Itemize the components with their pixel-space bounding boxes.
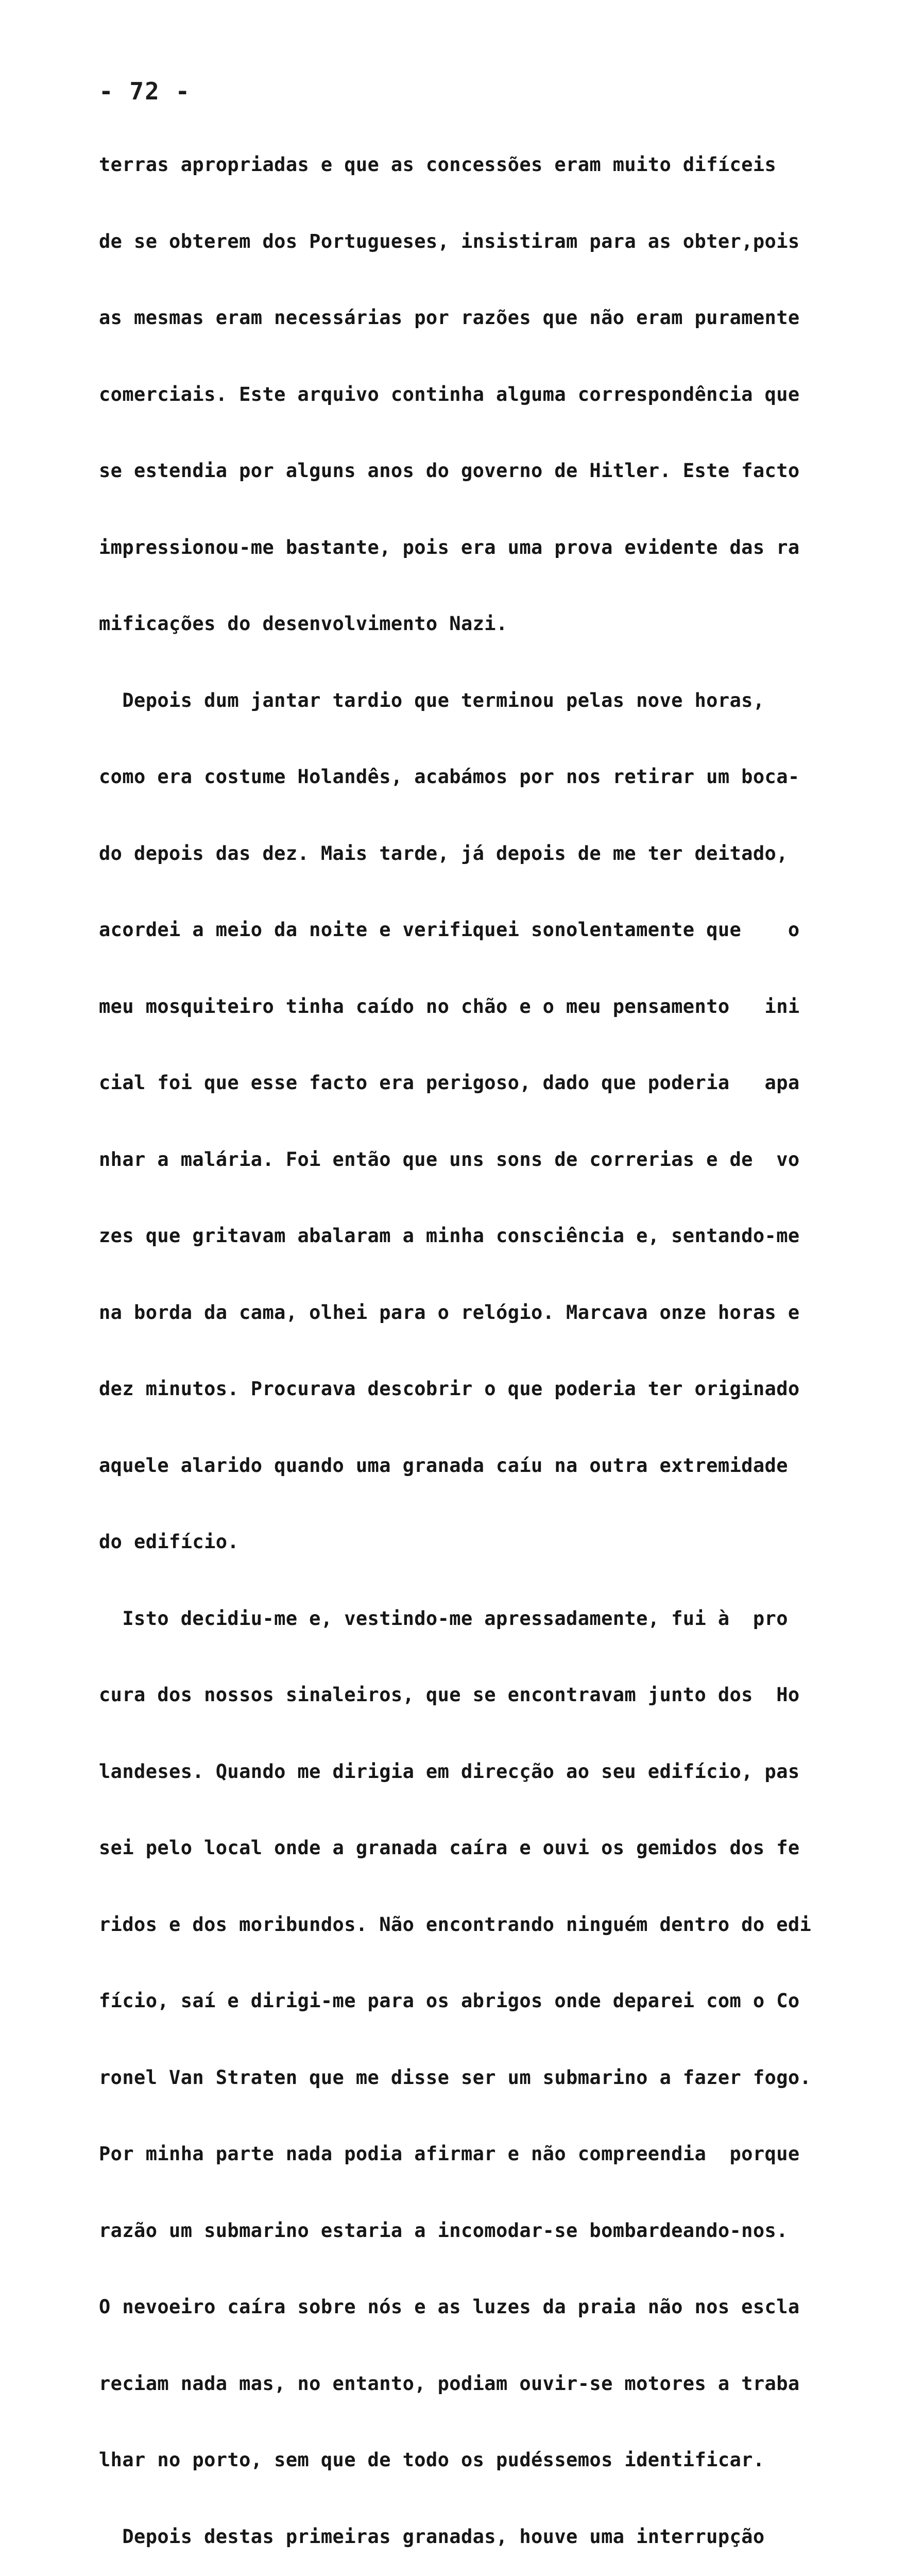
text-line: Depois dum jantar tardio que terminou pelas nove horas,: [99, 689, 765, 711]
text-line: Isto decidiu-me e, vestindo-me apressadamente, fui à pro: [99, 1607, 788, 1630]
text-line: do edifício.: [99, 1531, 240, 1553]
text-line: mificações do desenvolvimento Nazi.: [99, 613, 508, 635]
text-line: O nevoeiro caíra sobre nós e as luzes da praia não nos escla: [99, 2296, 800, 2318]
text-line: Depois destas primeiras granadas, houve uma interrupção: [99, 2525, 765, 2548]
text-line: comerciais. Este arquivo continha alguma correspondência que: [99, 383, 800, 405]
text-line: razão um submarino estaria a incomodar-se bombardeando-nos.: [99, 2219, 788, 2242]
text-line: na borda da cama, olhei para o relógio. Marcava onze horas e: [99, 1301, 800, 1324]
text-line: meu mosquiteiro tinha caído no chão e o meu pensamento ini: [99, 995, 800, 1018]
text-line: cura dos nossos sinaleiros, que se encontravam junto dos Ho: [99, 1684, 800, 1706]
text-line: fício, saí e dirigi-me para os abrigos onde deparei com o Co: [99, 1990, 800, 2012]
text-line: impressionou-me bastante, pois era uma prova evidente das ra: [99, 536, 800, 558]
text-line: lhar no porto, sem que de todo os pudéssemos identificar.: [99, 2449, 765, 2471]
text-line: Por minha parte nada podia afirmar e não compreendia porque: [99, 2143, 800, 2165]
text-line: as mesmas eram necessárias por razões que não eram puramente: [99, 307, 800, 329]
text-line: cial foi que esse facto era perigoso, dado que poderia apa: [99, 1072, 800, 1094]
body-text: [99, 101, 892, 2576]
text-line: sei pelo local onde a granada caíra e ouvi os gemidos dos fe: [99, 1837, 800, 1859]
text-line: aquele alarido quando uma granada caíu na outra extremidade: [99, 1454, 788, 1477]
text-line: terras apropriadas e que as concessões eram muito difíceis: [99, 154, 777, 176]
page-number: - 72 -: [99, 77, 191, 105]
text-line: zes que gritavam abalaram a minha consciência e, sentando-me: [99, 1225, 800, 1247]
text-line: reciam nada mas, no entanto, podiam ouvir-se motores a traba: [99, 2372, 800, 2395]
text-line: de se obterem dos Portugueses, insistiram para as obter,pois: [99, 230, 800, 252]
text-line: se estendia por alguns anos do governo de Hitler. Este facto: [99, 460, 800, 482]
text-line: nhar a malária. Foi então que uns sons de correrias e de vo: [99, 1148, 800, 1171]
text-line: dez minutos. Procurava descobrir o que poderia ter originado: [99, 1378, 800, 1400]
text-line: como era costume Holandês, acabámos por nos retirar um boca-: [99, 766, 800, 788]
text-line: ronel Van Straten que me disse ser um submarino a fazer fogo.: [99, 2066, 812, 2089]
text-line: do depois das dez. Mais tarde, já depois de me ter deitado,: [99, 842, 788, 865]
text-line: acordei a meio da noite e verifiquei sonolentamente que o: [99, 919, 800, 941]
text-line: ridos e dos moribundos. Não encontrando ninguém dentro do edi: [99, 1913, 812, 1936]
text-line: landeses. Quando me dirigia em direcção ao seu edifício, pas: [99, 1760, 800, 1783]
